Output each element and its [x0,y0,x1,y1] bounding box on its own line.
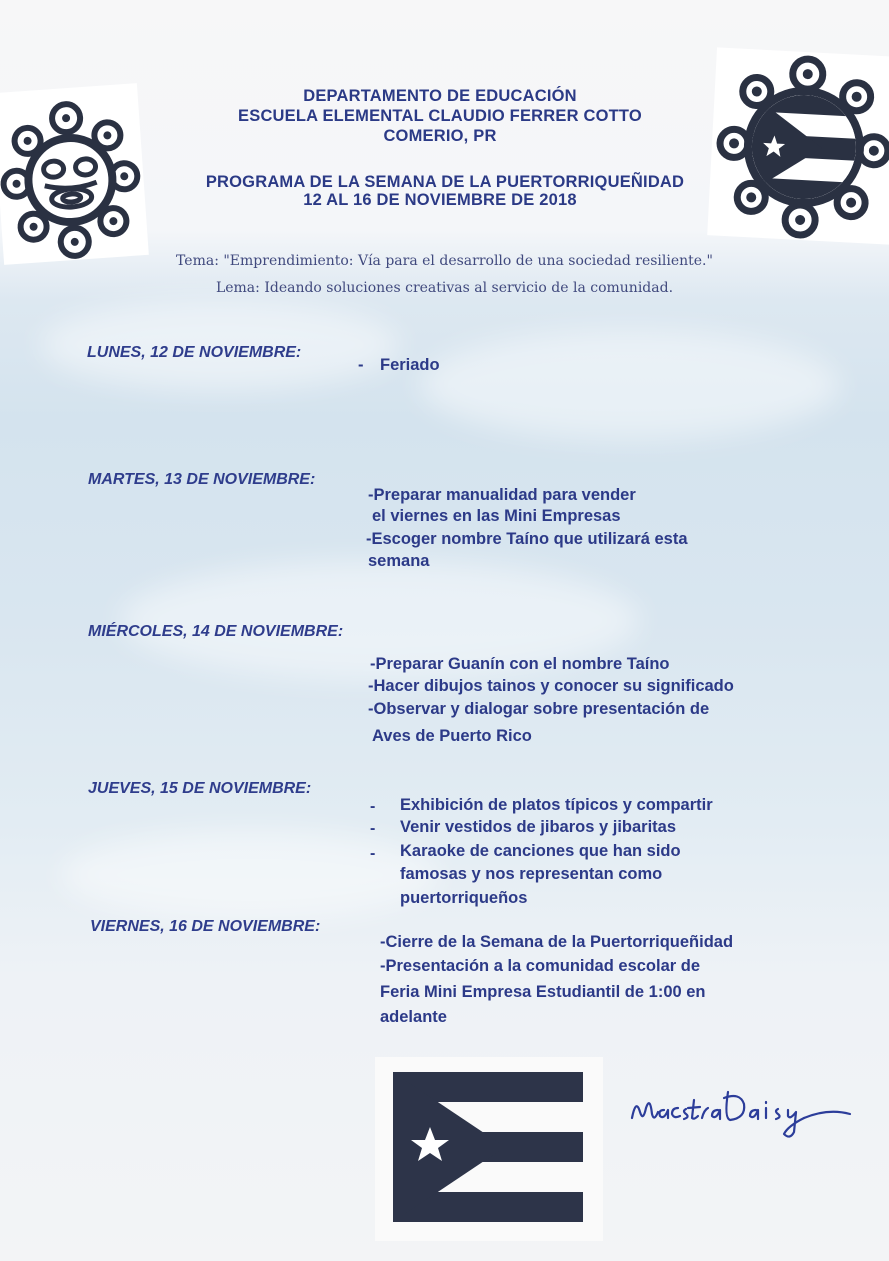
thursday-item: famosas y nos representan como [400,865,663,883]
friday-item: Feria Mini Empresa Estudiantil de 1:00 en [380,983,706,1001]
tuesday-item: el viernes en las Mini Empresas [372,507,621,525]
taino-sun-flag-icon [707,47,889,244]
day-label-thursday: JUEVES, 15 DE NOVIEMBRE: [88,780,312,797]
thursday-bullet: - [370,798,376,815]
day-label-tuesday: MARTES, 13 DE NOVIEMBRE: [88,471,316,488]
tuesday-item: -Escoger nombre Taíno que utilizará esta [366,530,688,548]
tuesday-item: -Preparar manualidad para vender [368,486,636,504]
taino-sun-icon [0,83,149,265]
signature-icon [628,1078,858,1144]
day-label-monday: LUNES, 12 DE NOVIEMBRE: [87,344,302,361]
thursday-item: Venir vestidos de jibaros y jibaritas [400,818,677,836]
right-logo-panel [707,47,889,244]
cloud-decoration [420,330,840,440]
tuesday-item: semana [368,552,430,570]
puerto-rico-flag-icon [375,1057,603,1241]
thursday-item: Karaoke de canciones que han sido [400,842,681,860]
thursday-bullet: - [370,820,376,837]
cloud-decoration [60,830,440,920]
wednesday-item: -Hacer dibujos tainos y conocer su significado [368,677,734,695]
friday-item: adelante [380,1008,447,1026]
friday-item: -Presentación a la comunidad escolar de [380,957,701,975]
header-department: DEPARTAMENTO DE EDUCACIÓN [303,87,577,105]
lema-line: Lema: Ideando soluciones creativas al servicio de la comunidad. [215,280,674,296]
flag-panel [375,1057,603,1241]
day-label-wednesday: MIÉRCOLES, 14 DE NOVIEMBRE: [88,623,344,640]
thursday-item: Exhibición de platos típicos y compartir [400,796,713,814]
header-school: ESCUELA ELEMENTAL CLAUDIO FERRER COTTO [238,107,642,125]
left-logo-panel [0,83,149,265]
tema-line: Tema: "Emprendimiento: Vía para el desarrollo de una sociedad resiliente." [176,253,713,269]
monday-bullet: - [358,356,364,374]
wednesday-item: -Observar y dialogar sobre presentación de [368,700,710,718]
monday-item: Feriado [380,356,440,374]
wednesday-item: Aves de Puerto Rico [372,727,532,745]
friday-item: -Cierre de la Semana de la Puertorriqueñidad [380,933,734,951]
header-dates: 12 AL 16 DE NOVIEMBRE DE 2018 [303,191,577,209]
day-label-friday: VIERNES, 16 DE NOVIEMBRE: [90,918,321,935]
header-program-title: PROGRAMA DE LA SEMANA DE LA PUERTORRIQUEÑIDAD [205,173,685,191]
wednesday-item: -Preparar Guanín con el nombre Taíno [370,655,670,673]
thursday-item: puertorriqueños [400,889,528,907]
thursday-bullet: - [370,845,376,862]
header-town: COMERIO, PR [383,127,497,145]
